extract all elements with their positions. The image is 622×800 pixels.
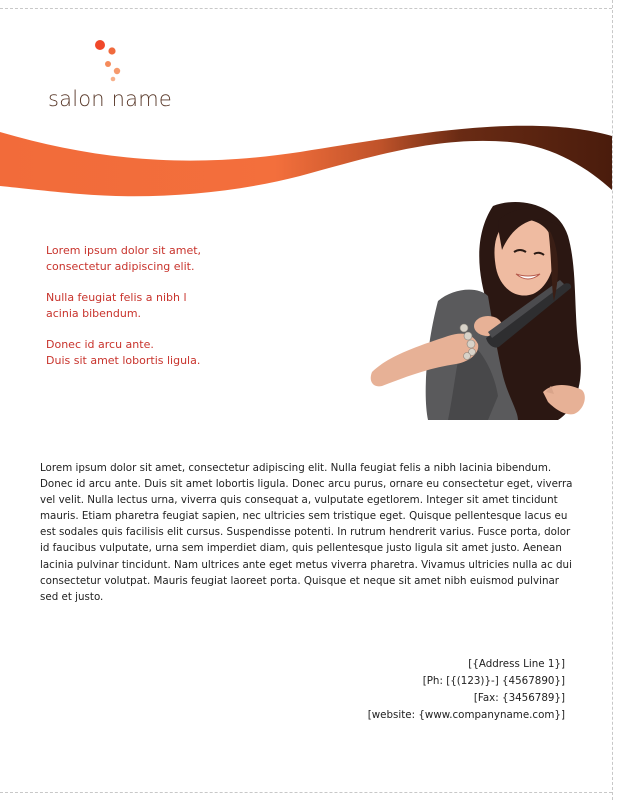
body-paragraph: Lorem ipsum dolor sit amet, consectetur adipiscing elit. Nulla feugiat felis a nibh lacinia bibendum. Donec id arcu ante. Duis sit amet lobortis ligula. Donec arcu purus, ornare eu consectetur eget, viverra vel velit. Nulla lectus urna, viverra quis consequat a, vulputate egetlorem. Integer sit amet tincidunt mauris. Etiam pharetra feugiat sapien, nec ultricies sem tristique eget. Quisque pellentesque lacus eu est sodales quis facilisis elit cursus. Suspendisse potenti. In rutrum hendrerit varius. Fusce porta, dolor id faucibus vulputate, urna sem imperdiet diam, quis pellentesque justo ligula sit amet justo. Aenean lacinia pulvinar tincidunt. Nam ultrices ante eget metus viverra pharetra. Vivamus ultricies nulla ac dui consectetur volutpat. Mauris feugiat laoreet porta. Quisque et neque sit amet nibh euismod pulvinar sed et justo. <box>40 462 573 603</box>
promo-line: Donec id arcu ante. <box>46 338 154 351</box>
promo-line: consectetur adipiscing elit. <box>46 260 195 273</box>
promo-paragraph-3 <box>46 337 306 369</box>
page-border-top <box>0 8 612 9</box>
contact-block <box>368 656 565 724</box>
woman-hair-straightener-photo <box>368 196 588 420</box>
promo-text <box>46 243 306 384</box>
contact-address: [{Address Line 1}] <box>468 658 565 670</box>
contact-website: [website: {www.companyname.com}] <box>367 709 565 721</box>
promo-paragraph-2 <box>46 290 306 322</box>
salon-logo <box>48 38 228 118</box>
promo-line: Lorem ipsum dolor sit amet, <box>46 244 202 257</box>
contact-phone: [Ph: [{(123)}-] {4567890}] <box>422 675 565 687</box>
promo-paragraph-1 <box>46 243 306 275</box>
promo-line: acinia bibendum. <box>46 307 142 320</box>
promo-line: Nulla feugiat felis a nibh l <box>46 291 187 304</box>
promo-line: Duis sit amet lobortis ligula. <box>46 354 201 367</box>
header-swoosh <box>0 118 612 208</box>
logo-dots-icon <box>94 38 134 88</box>
salon-name: salon name <box>48 87 173 111</box>
page-border-right <box>612 0 613 800</box>
page-border-bottom <box>0 792 612 793</box>
contact-fax: [Fax: {3456789}] <box>473 692 565 704</box>
